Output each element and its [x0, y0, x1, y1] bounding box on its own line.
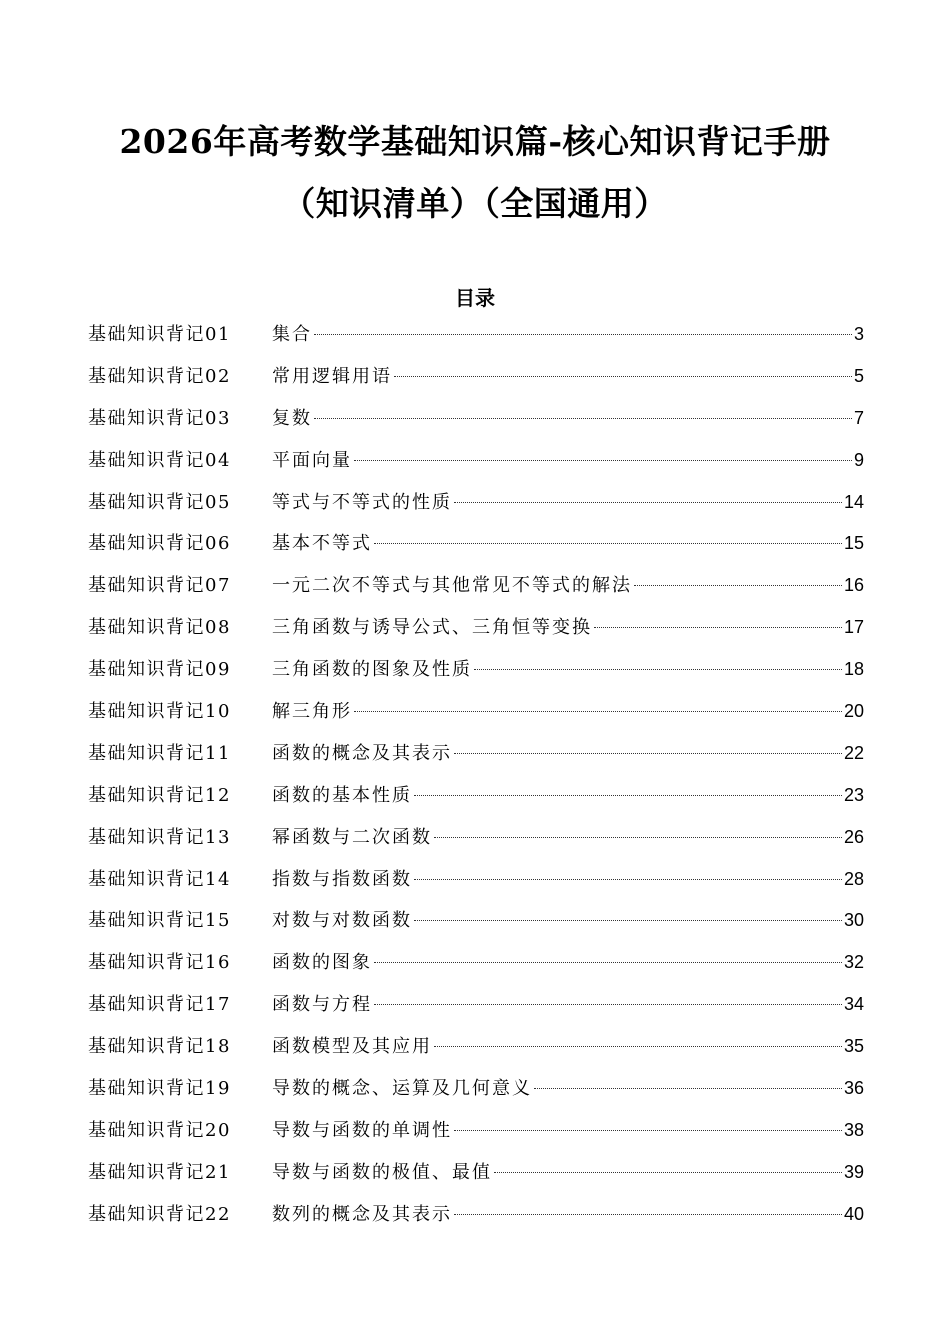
toc-entry-title: 解三角形	[272, 701, 352, 723]
toc-dot-leader	[594, 627, 842, 628]
toc-entry-page-number: 26	[843, 826, 864, 847]
toc-entry-page-number: 20	[843, 701, 864, 722]
toc-dot-leader	[354, 460, 852, 461]
toc-entry-page-number: 18	[843, 659, 864, 680]
toc-entry-page-number: 23	[843, 784, 864, 805]
toc-entry-page-number: 15	[843, 533, 864, 554]
toc-entry-title: 函数的基本性质	[272, 784, 412, 806]
toc-entry-page-number: 35	[843, 1036, 864, 1057]
toc-entry[interactable]	[88, 695, 864, 737]
toc-entry-label: 基础知识背记01	[88, 324, 231, 345]
toc-dot-leader	[634, 585, 842, 586]
toc-entry[interactable]	[88, 360, 864, 402]
toc-entry-page-number: 9	[853, 449, 864, 470]
toc-entry-title: 函数的概念及其表示	[272, 742, 452, 764]
toc-entry-title: 函数与方程	[272, 994, 372, 1016]
toc-entry-title: 复数	[272, 407, 312, 429]
toc-dot-leader	[534, 1088, 842, 1089]
toc-entry-label: 基础知识背记09	[88, 659, 231, 681]
toc-dot-leader	[374, 543, 842, 544]
toc-entry[interactable]	[88, 569, 864, 611]
toc-entry[interactable]	[88, 653, 864, 695]
toc-entry-label: 基础知识背记13	[88, 826, 231, 848]
toc-entry-page-number: 30	[843, 910, 864, 931]
toc-entry-title: 集合	[272, 324, 312, 345]
toc-entry[interactable]	[88, 1198, 864, 1240]
toc-entry-label: 基础知识背记19	[88, 1078, 231, 1100]
toc-entry-label: 基础知识背记22	[88, 1203, 231, 1225]
toc-heading: 目录	[455, 286, 495, 310]
toc-entry-page-number: 22	[843, 742, 864, 763]
toc-dot-leader	[354, 711, 842, 712]
toc-entry[interactable]	[88, 402, 864, 444]
toc-dot-leader	[434, 1046, 842, 1047]
toc-entry-page-number: 38	[843, 1119, 864, 1140]
toc-entry[interactable]	[88, 318, 864, 360]
toc-entry-title: 三角函数的图象及性质	[272, 659, 472, 681]
toc-entry-label: 基础知识背记14	[88, 868, 231, 890]
toc-dot-leader	[454, 753, 842, 754]
toc-entry-title: 基本不等式	[272, 533, 372, 555]
toc-entry-page-number: 32	[843, 952, 864, 973]
toc-entry-label: 基础知识背记08	[88, 617, 231, 639]
toc-entry-page-number: 34	[843, 994, 864, 1015]
toc-dot-leader	[474, 669, 842, 670]
toc-entry[interactable]	[88, 1030, 864, 1072]
toc-dot-leader	[414, 920, 842, 921]
toc-entry-title: 导数的概念、运算及几何意义	[272, 1078, 532, 1100]
toc-entry-page-number: 28	[843, 868, 864, 889]
toc-entry-label: 基础知识背记05	[88, 491, 231, 513]
toc-dot-leader	[414, 795, 842, 796]
toc-entry-label: 基础知识背记03	[88, 407, 231, 429]
toc-dot-leader	[454, 502, 842, 503]
toc-entry[interactable]	[88, 863, 864, 905]
toc-entry-page-number: 17	[843, 617, 864, 638]
toc-dot-leader	[314, 418, 852, 419]
toc-entry-title: 函数的图象	[272, 952, 372, 974]
toc-entry-title: 导数与函数的单调性	[272, 1119, 452, 1141]
toc-entry-page-number: 3	[853, 324, 864, 344]
toc-entry-page-number: 16	[843, 575, 864, 596]
toc-entry-label: 基础知识背记17	[88, 994, 231, 1016]
toc-entry-label: 基础知识背记16	[88, 952, 231, 974]
toc-entry-title: 平面向量	[272, 449, 352, 471]
toc-entry-label: 基础知识背记15	[88, 910, 231, 932]
toc-entry[interactable]	[88, 611, 864, 653]
toc-entry[interactable]	[88, 1072, 864, 1114]
toc-dot-leader	[494, 1172, 842, 1173]
toc-dot-leader	[374, 1004, 842, 1005]
table-of-contents	[88, 318, 864, 1240]
toc-dot-leader	[374, 962, 842, 963]
toc-entry-label: 基础知识背记06	[88, 533, 231, 555]
toc-entry-label: 基础知识背记10	[88, 701, 231, 723]
document-title: 2026年高考数学基础知识篇-核心知识背记手册	[119, 122, 831, 161]
toc-dot-leader	[314, 334, 852, 335]
toc-entry[interactable]	[88, 1114, 864, 1156]
toc-entry-title: 导数与函数的极值、最值	[272, 1161, 492, 1183]
toc-entry-title: 数列的概念及其表示	[272, 1203, 452, 1225]
toc-entry-label: 基础知识背记02	[88, 365, 231, 387]
toc-entry[interactable]	[88, 527, 864, 569]
toc-entry-page-number: 39	[843, 1161, 864, 1182]
toc-entry-label: 基础知识背记12	[88, 784, 231, 806]
toc-entry-title: 指数与指数函数	[272, 868, 412, 890]
toc-entry-title: 幂函数与二次函数	[272, 826, 432, 848]
toc-entry-label: 基础知识背记18	[88, 1036, 231, 1058]
toc-entry-title: 常用逻辑用语	[272, 365, 392, 387]
toc-entry-page-number: 14	[843, 491, 864, 512]
toc-entry-title: 函数模型及其应用	[272, 1036, 432, 1058]
toc-entry-title: 对数与对数函数	[272, 910, 412, 932]
toc-dot-leader	[454, 1214, 842, 1215]
toc-entry-page-number: 36	[843, 1078, 864, 1099]
toc-entry-title: 等式与不等式的性质	[272, 491, 452, 513]
toc-entry-label: 基础知识背记04	[88, 449, 231, 471]
toc-entry-label: 基础知识背记21	[88, 1161, 231, 1183]
toc-entry-label: 基础知识背记11	[88, 742, 231, 764]
toc-entry[interactable]	[88, 904, 864, 946]
toc-entry-title: 一元二次不等式与其他常见不等式的解法	[272, 575, 632, 597]
toc-dot-leader	[394, 376, 852, 377]
toc-entry-page-number: 7	[853, 407, 864, 428]
toc-entry[interactable]	[88, 779, 864, 821]
toc-entry[interactable]	[88, 821, 864, 863]
toc-entry[interactable]	[88, 737, 864, 779]
toc-entry-page-number: 5	[853, 365, 864, 386]
toc-entry[interactable]	[88, 486, 864, 528]
toc-entry[interactable]	[88, 946, 864, 988]
toc-entry-title: 三角函数与诱导公式、三角恒等变换	[272, 617, 592, 639]
toc-entry[interactable]	[88, 444, 864, 486]
toc-dot-leader	[454, 1130, 842, 1131]
document-subtitle: （知识清单）（全国通用）	[282, 184, 668, 223]
toc-entry[interactable]	[88, 988, 864, 1030]
toc-entry-page-number: 40	[843, 1203, 864, 1224]
toc-entry-label: 基础知识背记07	[88, 575, 231, 597]
toc-dot-leader	[434, 837, 842, 838]
toc-entry-label: 基础知识背记20	[88, 1119, 231, 1141]
toc-dot-leader	[414, 879, 842, 880]
toc-entry[interactable]	[88, 1156, 864, 1198]
